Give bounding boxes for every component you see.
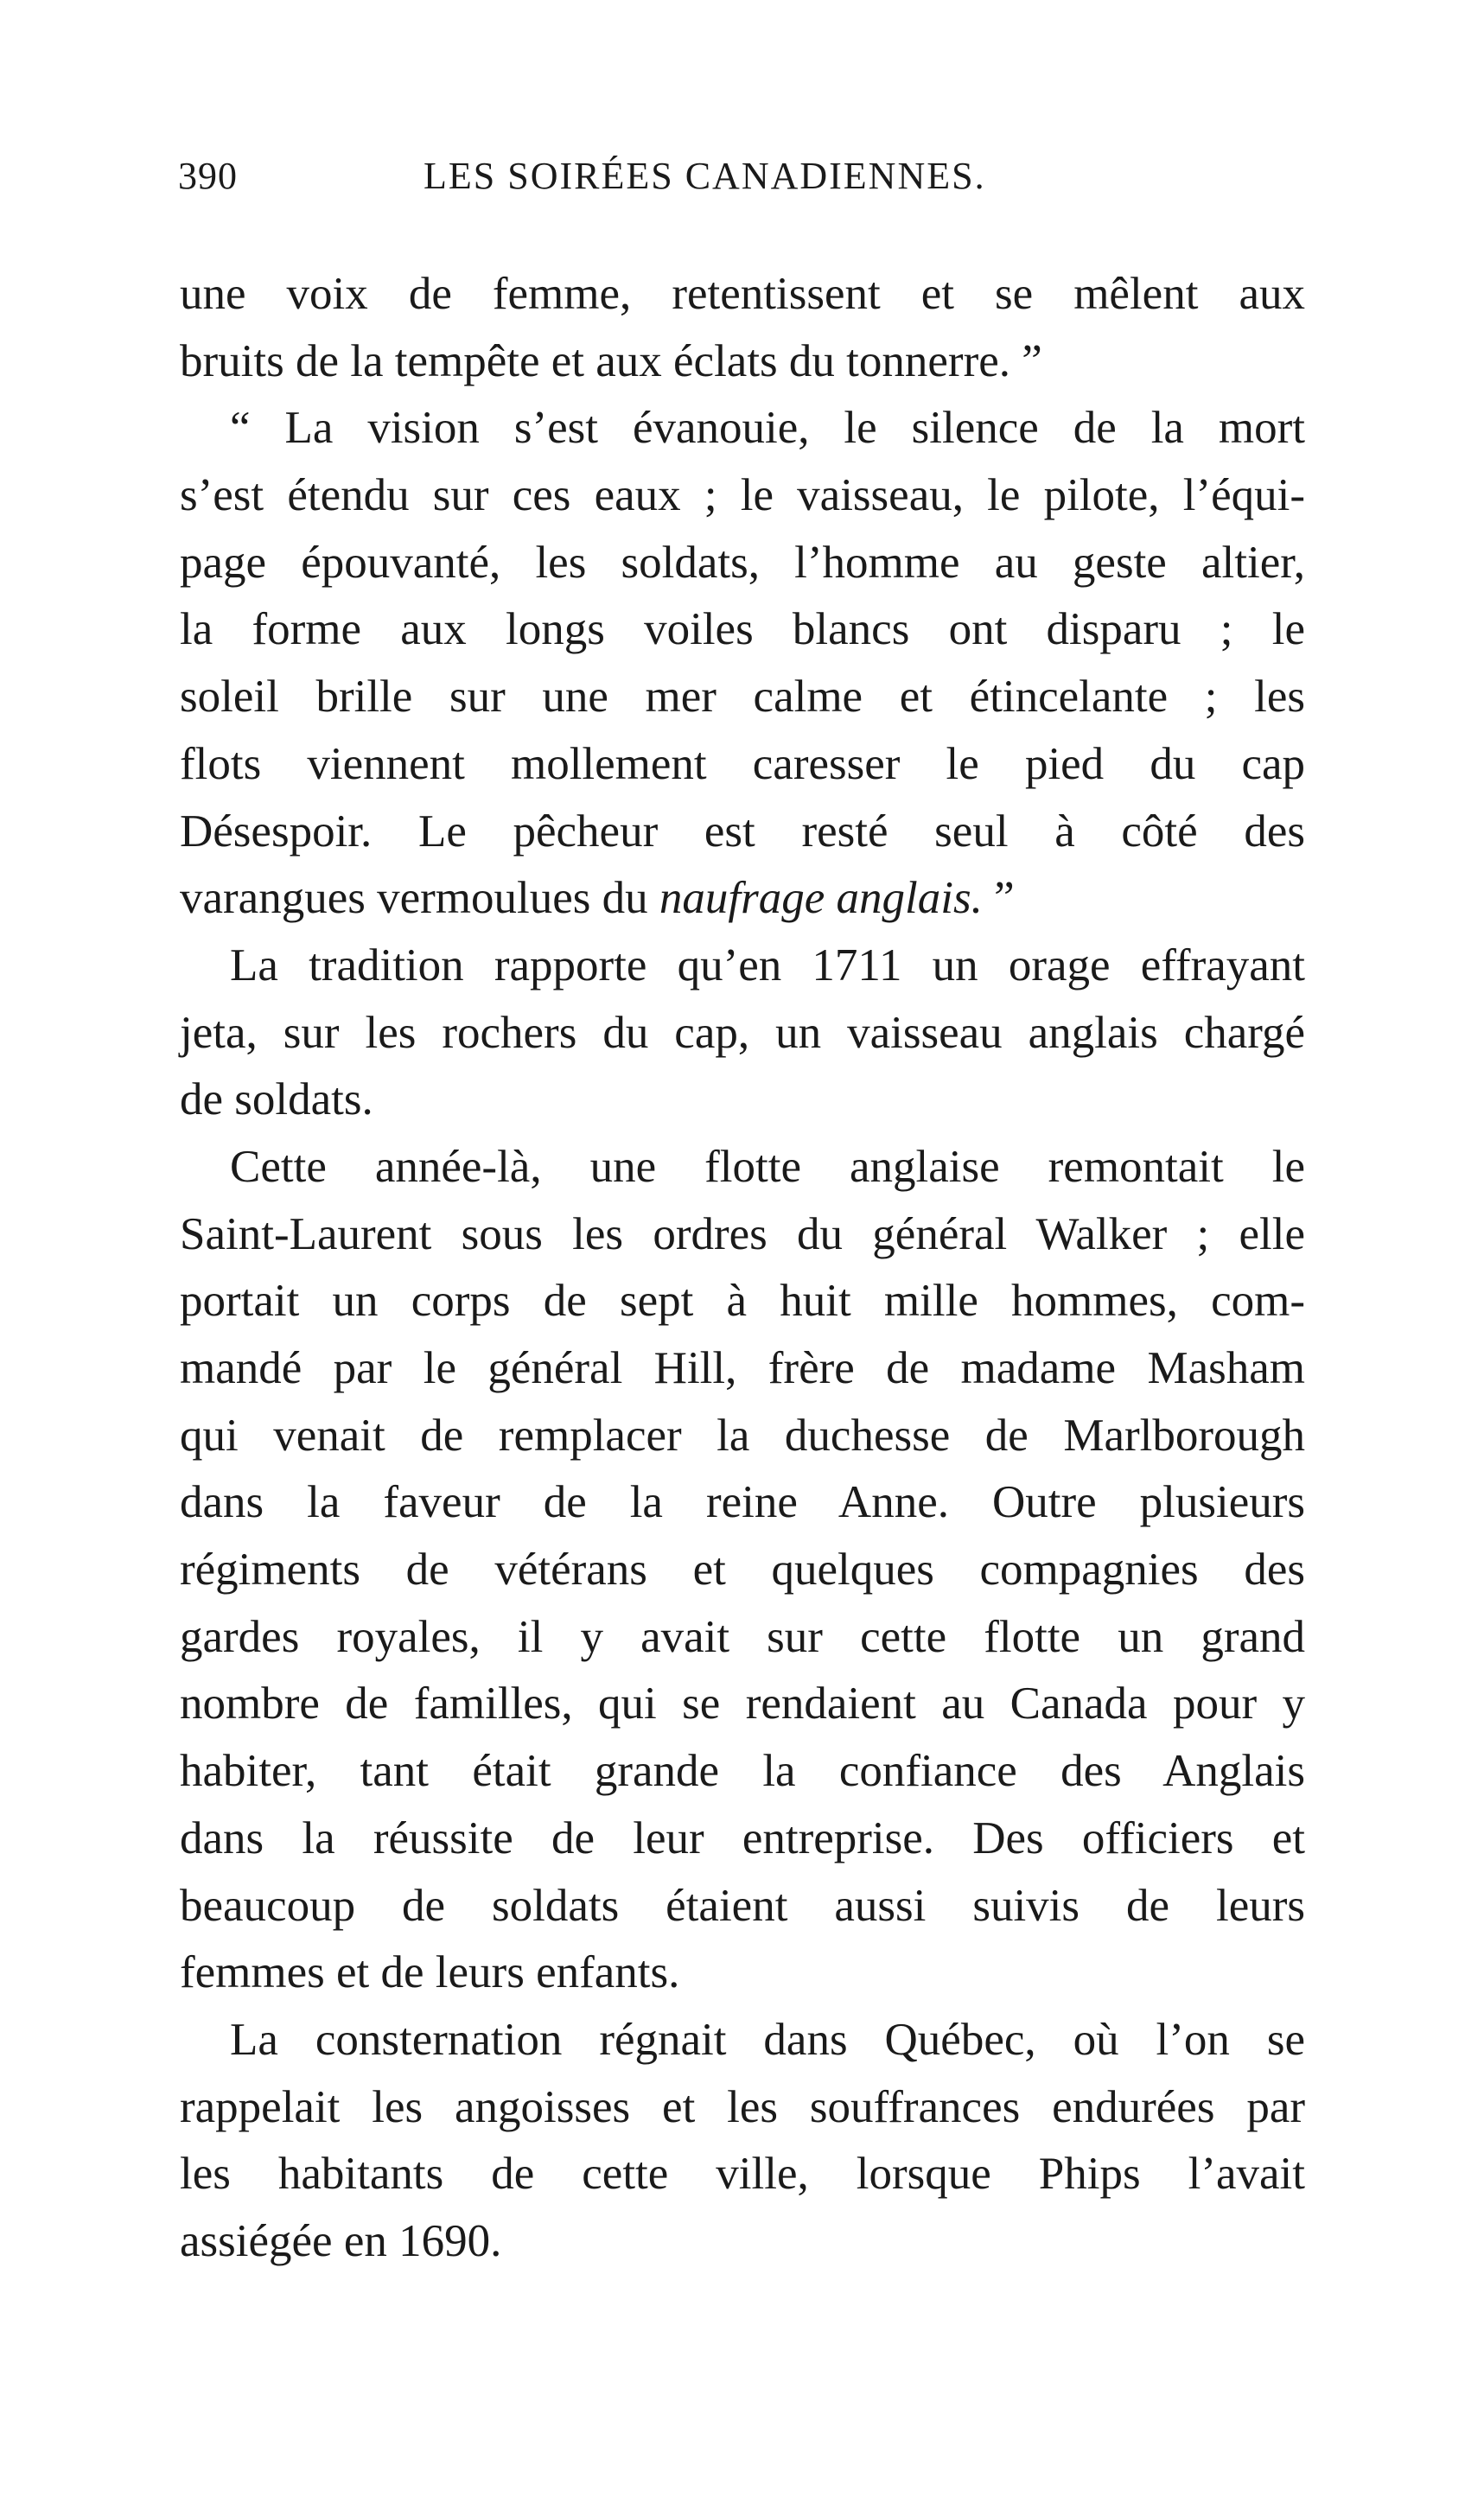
- text-segment: varangues vermoulues du: [180, 873, 659, 924]
- text-line: dans la faveur de la reine Anne. Outre plusieurs: [180, 1477, 1305, 1528]
- text-line-with-italic: [180, 865, 1305, 933]
- text-line: nombre de familles, qui se rendaient au Canada pour y: [180, 1678, 1305, 1729]
- text-line: page épouvanté, les soldats, l’homme au geste altier,: [180, 537, 1305, 588]
- text-line: la forme aux longs voiles blancs ont disparu ; le: [180, 604, 1305, 655]
- text-line: beaucoup de soldats étaient aussi suivis de leurs: [180, 1880, 1305, 1931]
- page-header: [178, 154, 1319, 214]
- running-title: LES SOIRÉES CANADIENNES.: [424, 155, 986, 197]
- text-line: rappelait les angoisses et les souffrances endurées par: [180, 2081, 1305, 2132]
- text-line: assiégée en 1690.: [180, 2215, 502, 2266]
- text-line: soleil brille sur une mer calme et étincelante ; les: [180, 672, 1305, 723]
- text-line: s’est étendu sur ces eaux ; le vaisseau, le pilote, l’équi-: [180, 470, 1305, 521]
- text-line: jeta, sur les rochers du cap, un vaisseau anglais chargé: [180, 1007, 1305, 1058]
- text-line: femmes et de leurs enfants.: [180, 1947, 680, 1998]
- italic-phrase: naufrage anglais.: [659, 873, 983, 924]
- text-line: dans la réussite de leur entreprise. Des officiers et: [180, 1812, 1305, 1863]
- text-line: régiments de vétérans et quelques compagnies des: [180, 1545, 1305, 1596]
- body-text: [180, 261, 1305, 2276]
- text-line: habiter, tant était grande la confiance des Anglais: [180, 1746, 1305, 1797]
- text-line: portait un corps de sept à huit mille hommes, com-: [180, 1276, 1305, 1327]
- text-line: bruits de la tempête et aux éclats du tonnerre. ”: [180, 335, 1042, 386]
- text-line: gardes royales, il y avait sur cette flotte un grand: [180, 1611, 1305, 1662]
- text-line: une voix de femme, retentissent et se mêlent aux: [180, 269, 1305, 319]
- text-line: La consternation régnait dans Québec, où l’on se: [230, 2014, 1305, 2065]
- text-line: les habitants de cette ville, lorsque Phips l’avait: [180, 2149, 1305, 2200]
- text-line: mandé par le général Hill, frère de madame Masham: [180, 1343, 1305, 1393]
- text-line: flots viennent mollement caresser le pied du cap: [180, 738, 1305, 789]
- text-line: de soldats.: [180, 1074, 373, 1125]
- text-line: Cette année-là, une flotte anglaise remontait le: [230, 1141, 1305, 1192]
- text-line: qui venait de remplacer la duchesse de Marlborough: [180, 1410, 1305, 1461]
- page-number: 390: [178, 155, 238, 197]
- text-line: Désespoir. Le pêcheur est resté seul à côté des: [180, 806, 1305, 857]
- text-segment: ”: [982, 873, 1015, 924]
- text-line: Saint-Laurent sous les ordres du général Walker ; elle: [180, 1208, 1305, 1259]
- text-line: “ La vision s’est évanouie, le silence de la mort: [230, 403, 1305, 454]
- text-line: La tradition rapporte qu’en 1711 un orage effrayant: [230, 940, 1305, 991]
